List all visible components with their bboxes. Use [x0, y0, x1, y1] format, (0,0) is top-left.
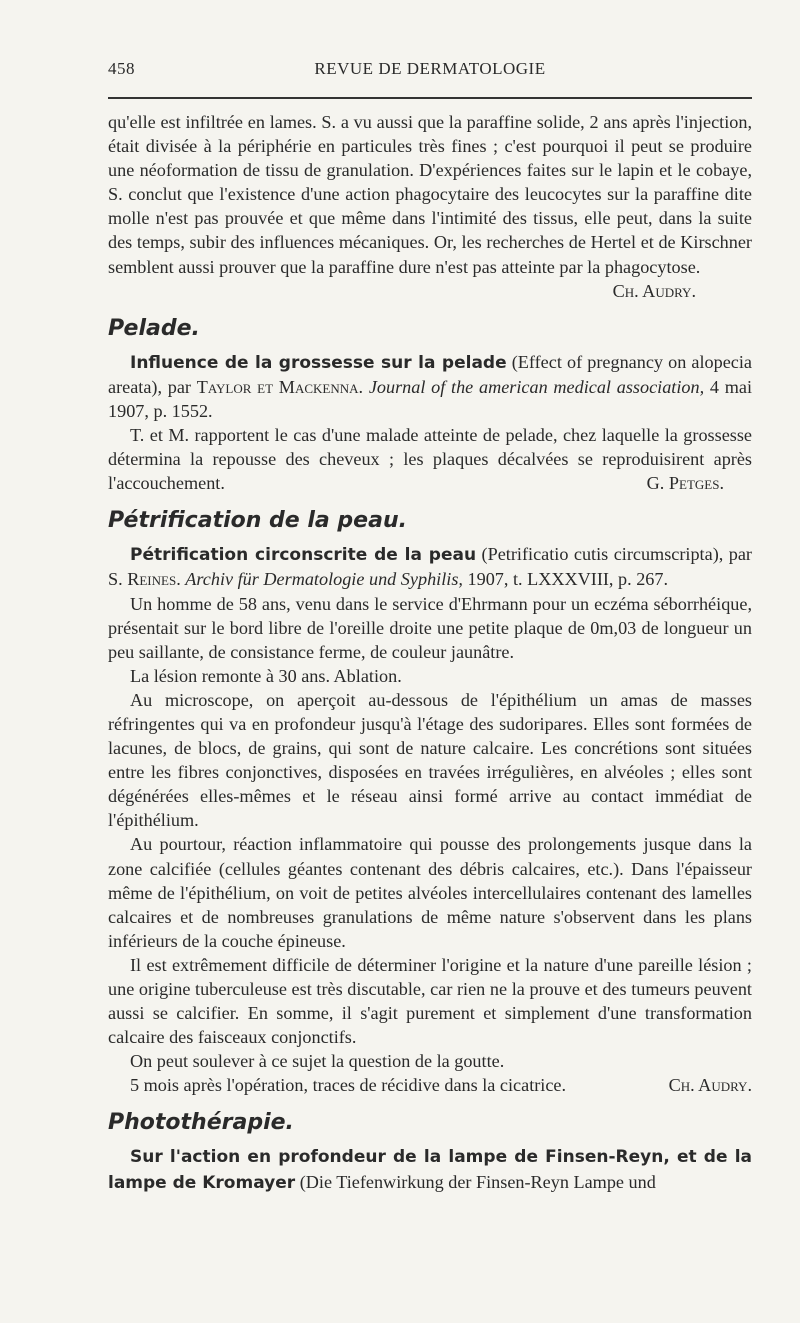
continuation-paragraph — [108, 110, 752, 303]
entry-text: (Effect of pregnancy on alopecia areata), par — [108, 351, 752, 397]
body-paragraph: Il est extrêmement difficile de déterminer l'origine et la nature d'une pareille lésion ; une origine tuberculeuse est très discutable, car rien ne la prouve et des tumeurs peuvent aussi se calcifier. En somme, il s'agit purement et simplement d'une transformation calcaire des faisceaux conjonctifs. — [108, 954, 752, 1048]
page-number: 458 — [108, 59, 135, 78]
entry-text: (Petrificatio cutis circumscripta), par S. — [108, 544, 752, 590]
article-body — [108, 110, 752, 1195]
body-paragraph: On peut soulever à ce sujet la question de la goutte. — [130, 1051, 505, 1072]
entry-journal: Archiv für Dermatologie und Syphilis, — [185, 569, 463, 590]
entry-heading-pelade — [108, 350, 752, 423]
entry-authors: Reines — [127, 569, 177, 590]
running-head — [108, 55, 752, 85]
entry-title: Sur l'action en profondeur de la lampe de Finsen-Reyn, et de la lampe de Kromayer — [108, 1147, 752, 1193]
entry-heading-petrification — [108, 542, 752, 591]
signature: G. Petges. — [646, 473, 724, 494]
entry-text: (Die Tiefenwirkung der Finsen-Reyn Lampe und — [295, 1171, 656, 1192]
body-paragraph: Au pourtour, réaction inflammatoire qui pousse des prolongements jusque dans la zone calcifiée (cellules géantes contenant des débris calcaires, etc.). Dans l'épaisseur même de l'épithélium, on voit de petites alvéoles intercellulaires contenant des lamelles calcaires et de nombreuses granulations de même nature s'observent dans les plans inférieurs de la couche épineuse. — [108, 834, 752, 951]
section-title-phototherapie: Photothérapie. — [108, 1110, 294, 1136]
entry-journal: Journal of the american medical association, — [368, 376, 705, 397]
body-text: 5 mois après l'opération, traces de récidive dans la cicatrice. — [130, 1075, 567, 1096]
entry-title: Pétrification circonscrite de la peau — [130, 545, 477, 566]
section-title-petrification: Pétrification de la peau. — [108, 508, 407, 534]
body-paragraph: La lésion remonte à 30 ans. Ablation. — [130, 665, 402, 686]
entry-heading-phototherapie — [108, 1144, 752, 1194]
header-rule — [108, 97, 752, 99]
entry-text: . — [358, 376, 369, 397]
body-paragraph — [108, 423, 752, 495]
section-title-pelade: Pelade. — [108, 315, 200, 341]
entry-title: Influence de la grossesse sur la pelade — [130, 352, 507, 373]
entry-text: . — [176, 569, 186, 590]
entry-authors: Taylor et Mackenna — [196, 376, 359, 397]
journal-title: REVUE DE DERMATOLOGIE — [314, 59, 546, 78]
continuation-text: qu'elle est infiltrée en lames. S. a vu aussi que la paraffine solide, 2 ans après l'injection, était divisée à la périphérie en particules très fines ; c'est pourquoi il peut se produire une néoformation de tissu de granulation. D'expériences faites sur le lapin et le cobaye, S. conclut que l'existence d'une action phagocytaire des leucocytes sur la paraffine dite molle n'est pas prouvée et que même dans l'intimité des tissus, elle peut, dans la suite des temps, subir des influences mécaniques. Or, les recherches de Hertel et de Kirschner semblent aussi prouver que la paraffine dure n'est pas atteinte par la phagocytose. — [108, 112, 752, 277]
entry-text: 1907, t. LXXXVIII, p. 267. — [462, 569, 669, 590]
body-paragraph — [108, 1073, 752, 1097]
signature: Ch. Audry. — [612, 280, 696, 301]
body-text: T. et M. rapportent le cas d'une malade atteinte de pelade, chez laquelle la grossesse détermina la repousse des cheveux ; les plaques décalvées se reproduisirent après l'accouchement. — [108, 425, 752, 494]
body-paragraph: Un homme de 58 ans, venu dans le service d'Ehrmann pour un eczéma séborrhéique, présentait sur le bord libre de l'oreille droite une petite plaque de 0m,03 de longueur un peu saillante, de consistance ferme, de couleur jaunâtre. — [108, 593, 752, 662]
entry-text: 4 mai 1907, p. 1552. — [108, 376, 752, 421]
body-paragraph: Au microscope, on aperçoit au-dessous de l'épithélium un amas de masses réfringentes qui va en profondeur jusqu'à l'étage des sudoripares. Elles sont formées de lacunes, de blocs, de grains, qui sont de nature calcaire. Les concrétions sont situées entre les fibres conjonctives, disposées en travées irrégulières, en alvéoles ; elles sont dégénérées elles-mêmes et le réseau ainsi formé arrive au contact immédiat de l'épithélium. — [108, 689, 752, 831]
signature: Ch. Audry. — [668, 1075, 752, 1096]
